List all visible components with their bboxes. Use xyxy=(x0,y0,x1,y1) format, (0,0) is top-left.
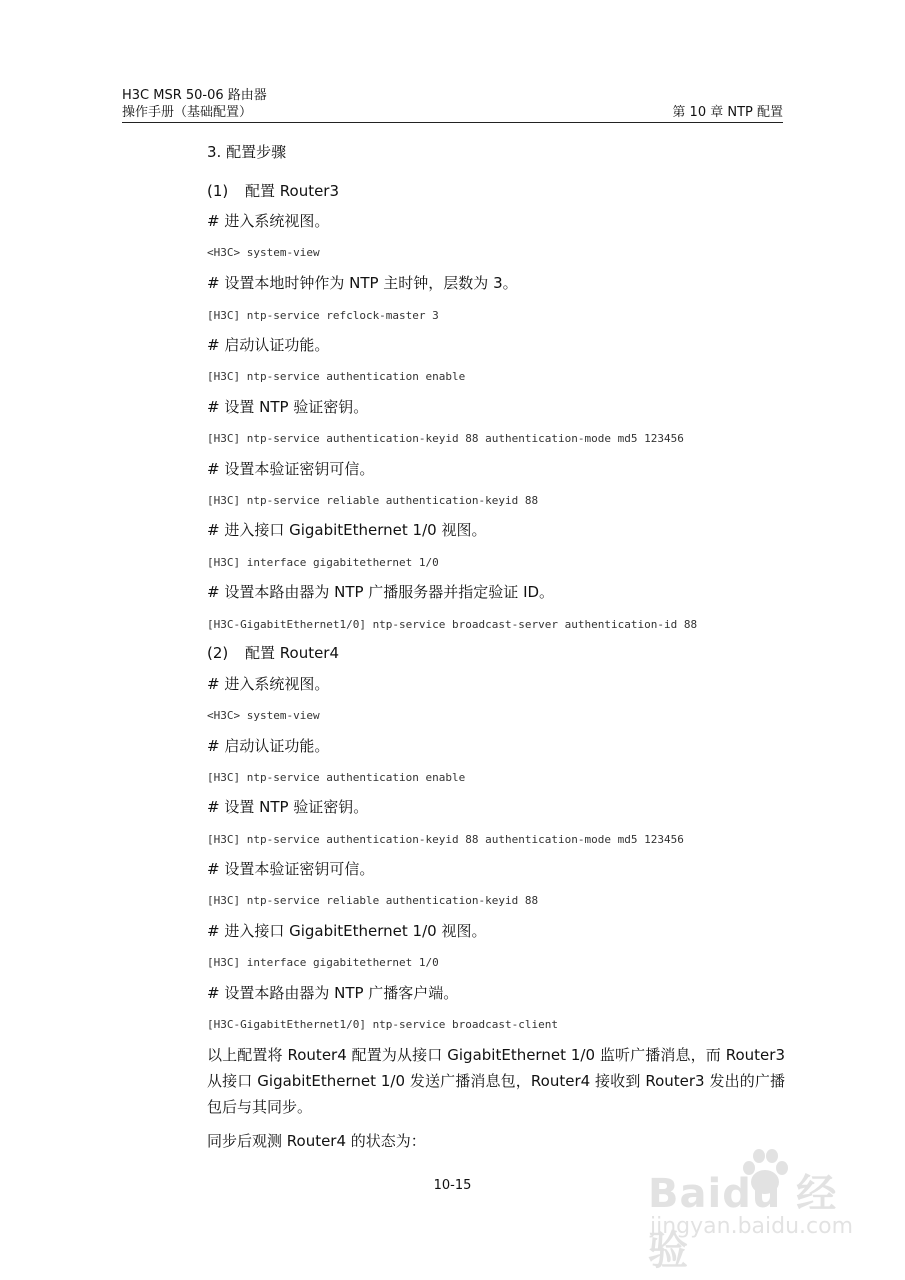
command-line: [H3C] ntp-service authentication-keyid 88 authentication-mode md5 123456 xyxy=(207,432,684,445)
step-heading-router4 xyxy=(207,643,339,663)
command-line: [H3C] ntp-service refclock-master 3 xyxy=(207,309,439,322)
header-chapter: 第 10 章 NTP 配置 xyxy=(672,105,783,120)
step-heading-router3 xyxy=(207,181,339,201)
comment-line: # 进入系统视图。 xyxy=(207,212,330,230)
step-title: 配置 Router4 xyxy=(245,644,340,662)
section-title: 3. 配置步骤 xyxy=(207,143,287,161)
header-divider xyxy=(122,122,783,123)
command-line: [H3C] ntp-service reliable authentication-keyid 88 xyxy=(207,494,539,507)
command-line: [H3C] ntp-service authentication enable xyxy=(207,771,466,784)
comment-line: # 设置本路由器为 NTP 广播服务器并指定验证 ID。 xyxy=(207,583,555,601)
header-manual: 操作手册（基础配置） xyxy=(122,105,253,120)
observe-line: 同步后观测 Router4 的状态为： xyxy=(207,1132,426,1150)
command-line: <H3C> system-view xyxy=(207,246,320,259)
step-number: (2) xyxy=(207,644,229,662)
comment-line: # 设置本路由器为 NTP 广播客户端。 xyxy=(207,984,459,1002)
command-line: [H3C] ntp-service authentication-keyid 88 authentication-mode md5 123456 xyxy=(207,833,684,846)
command-line: [H3C] ntp-service authentication enable xyxy=(207,370,466,383)
comment-line: # 设置 NTP 验证密钥。 xyxy=(207,798,369,816)
command-line: <H3C> system-view xyxy=(207,709,320,722)
watermark-url: jingyan.baidu.com xyxy=(650,1214,854,1239)
comment-line: # 设置 NTP 验证密钥。 xyxy=(207,398,369,416)
summary-paragraph: 以上配置将 Router4 配置为从接口 GigabitEthernet 1/0 监听广播消息，而 Router3 从接口 GigabitEthernet 1/0 发送广播消息包，Router4 接收到 Router3 发出的广播包后与其同步。 xyxy=(207,1046,785,1116)
page-number: 10-15 xyxy=(433,1178,472,1193)
comment-line: # 进入系统视图。 xyxy=(207,675,330,693)
command-line: [H3C-GigabitEthernet1/0] ntp-service broadcast-server authentication-id 88 xyxy=(207,618,698,631)
command-line: [H3C-GigabitEthernet1/0] ntp-service broadcast-client xyxy=(207,1018,558,1031)
comment-line: # 设置本验证密钥可信。 xyxy=(207,860,375,878)
watermark-brand: Baidu 经验 xyxy=(648,1171,838,1274)
comment-line: # 设置本验证密钥可信。 xyxy=(207,460,375,478)
command-line: [H3C] ntp-service reliable authentication-keyid 88 xyxy=(207,894,539,907)
step-number: (1) xyxy=(207,182,229,200)
comment-line: # 启动认证功能。 xyxy=(207,737,330,755)
baidu-watermark xyxy=(640,1140,860,1274)
header-left xyxy=(122,87,267,121)
command-line: [H3C] interface gigabitethernet 1/0 xyxy=(207,556,439,569)
header-product: H3C MSR 50-06 路由器 xyxy=(122,88,267,103)
step-title: 配置 Router3 xyxy=(245,182,340,200)
comment-line: # 启动认证功能。 xyxy=(207,336,330,354)
command-line: [H3C] interface gigabitethernet 1/0 xyxy=(207,956,439,969)
comment-line: # 进入接口 GigabitEthernet 1/0 视图。 xyxy=(207,521,487,539)
comment-line: # 进入接口 GigabitEthernet 1/0 视图。 xyxy=(207,922,487,940)
comment-line: # 设置本地时钟作为 NTP 主时钟，层数为 3。 xyxy=(207,274,518,292)
